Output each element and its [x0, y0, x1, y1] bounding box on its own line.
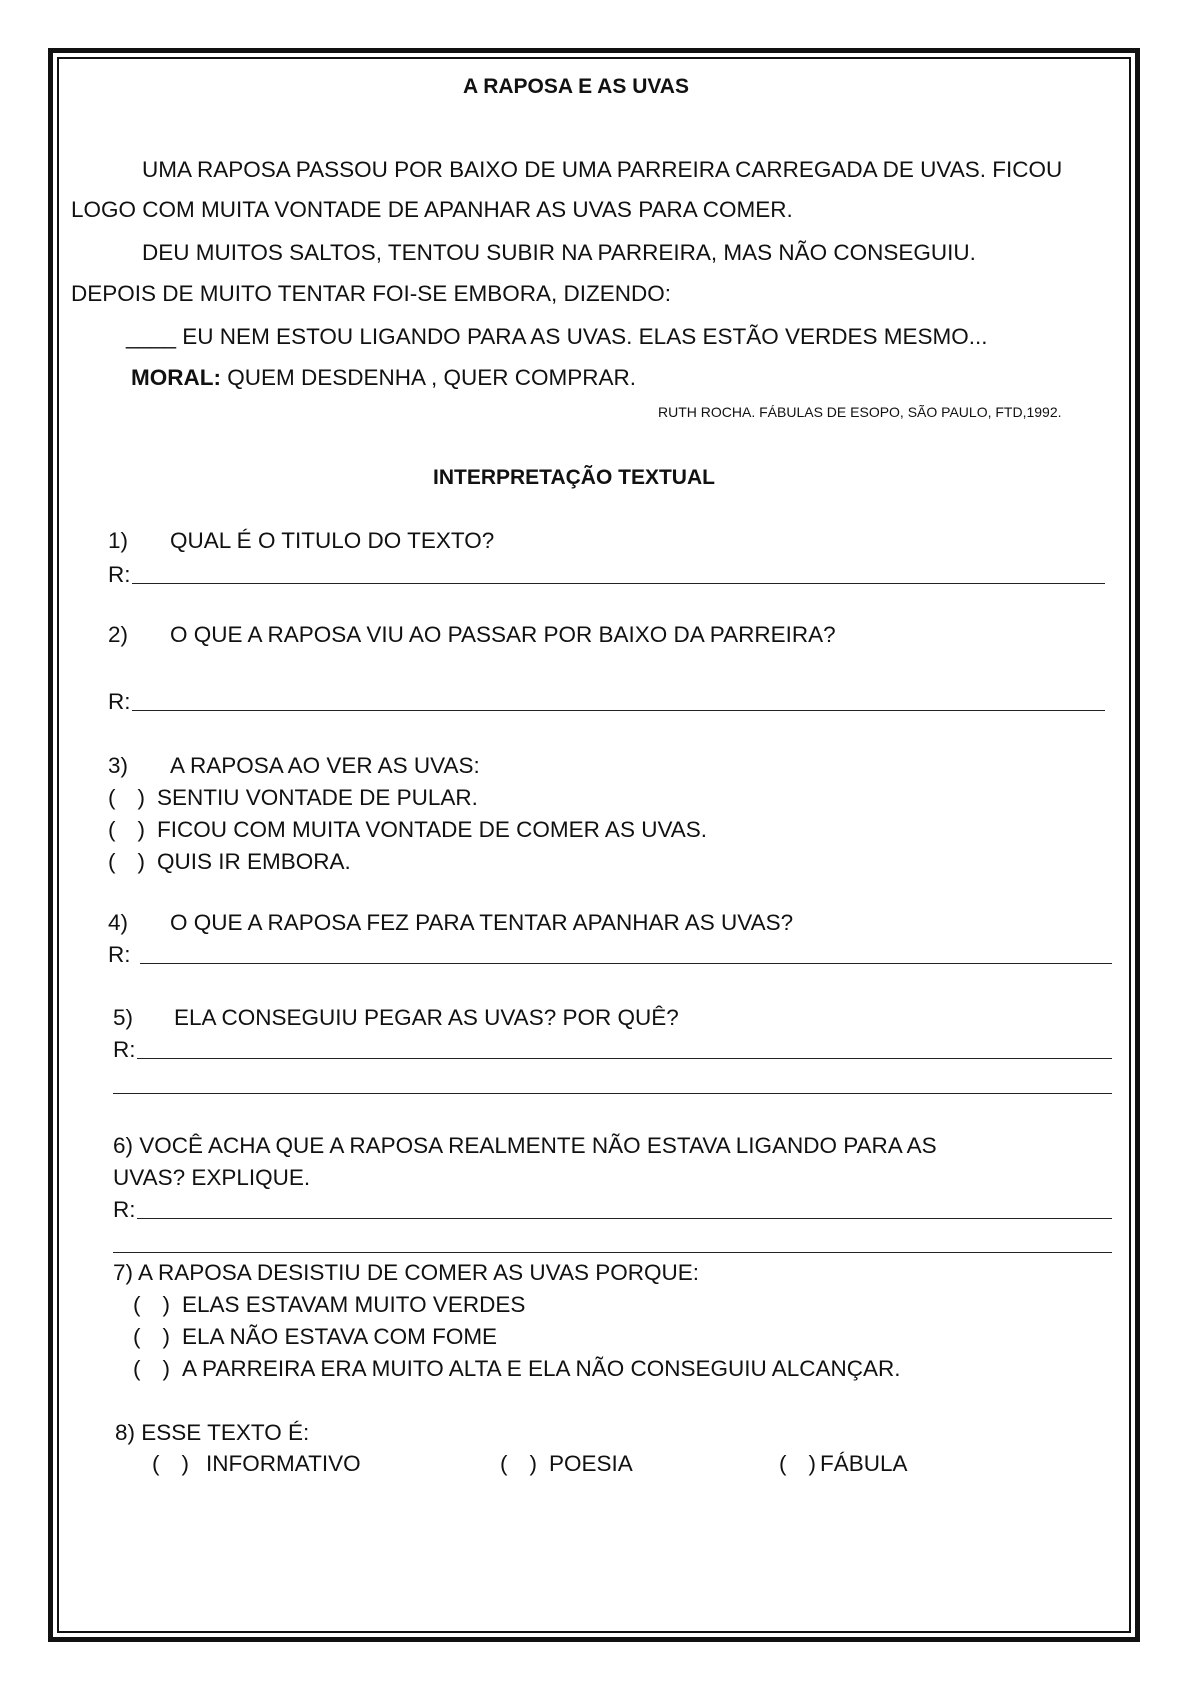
q7-option-1-checkbox[interactable]: ( ) [133, 1292, 170, 1317]
story-line-2: LOGO COM MUITA VONTADE DE APANHAR AS UVAS PARA COMER. [71, 197, 793, 222]
q2-answer-line[interactable] [132, 710, 1105, 711]
story-line-3: DEU MUITOS SALTOS, TENTOU SUBIR NA PARREIRA, MAS NÃO CONSEGUIU. [142, 240, 976, 265]
q8-text: 8) ESSE TEXTO É: [115, 1420, 310, 1445]
q4-answer-line[interactable] [140, 963, 1112, 964]
q8-option-2-label: POESIA [549, 1451, 633, 1476]
q8-option-1-checkbox[interactable]: ( ) [152, 1451, 189, 1476]
q2-number: 2) [108, 622, 129, 647]
q4-text: O QUE A RAPOSA FEZ PARA TENTAR APANHAR AS UVAS? [170, 910, 794, 935]
q3-option-2-label: FICOU COM MUITA VONTADE DE COMER AS UVAS. [157, 817, 708, 842]
q6-answer-line-1[interactable] [137, 1218, 1112, 1219]
q3-option-1-checkbox[interactable]: ( ) [108, 785, 145, 810]
q5-answer-line-2[interactable] [113, 1093, 1112, 1094]
q4-answer-prefix: R: [108, 942, 131, 967]
q3-option-3-checkbox[interactable]: ( ) [108, 849, 145, 874]
q3-text: A RAPOSA AO VER AS UVAS: [170, 753, 480, 778]
page-title: A RAPOSA E AS UVAS [463, 75, 689, 98]
q7-text: 7) A RAPOSA DESISTIU DE COMER AS UVAS PORQUE: [113, 1260, 699, 1285]
q1-answer-prefix: R: [108, 562, 131, 587]
q3-option-3-label: QUIS IR EMBORA. [157, 849, 351, 874]
story-line-4: DEPOIS DE MUITO TENTAR FOI-SE EMBORA, DIZENDO: [71, 281, 672, 306]
q5-answer-prefix: R: [113, 1037, 136, 1062]
story-line-1: UMA RAPOSA PASSOU POR BAIXO DE UMA PARREIRA CARREGADA DE UVAS. FICOU [142, 157, 1063, 182]
q6-answer-prefix: R: [113, 1197, 136, 1222]
q7-option-2-label: ELA NÃO ESTAVA COM FOME [182, 1324, 498, 1349]
q7-option-2-checkbox[interactable]: ( ) [133, 1324, 170, 1349]
q2-answer-prefix: R: [108, 689, 131, 714]
q7-option-3-label: A PARREIRA ERA MUITO ALTA E ELA NÃO CONSEGUIU ALCANÇAR. [182, 1356, 901, 1381]
q3-number: 3) [108, 753, 129, 778]
q2-text: O QUE A RAPOSA VIU AO PASSAR POR BAIXO DA PARREIRA? [170, 622, 836, 647]
q8-option-3-checkbox[interactable]: ( ) [779, 1451, 816, 1476]
q5-text: ELA CONSEGUIU PEGAR AS UVAS? POR QUÊ? [174, 1005, 679, 1030]
section-title: INTERPRETAÇÃO TEXTUAL [433, 466, 715, 489]
q5-number: 5) [113, 1005, 134, 1030]
source-citation: RUTH ROCHA. FÁBULAS DE ESOPO, SÃO PAULO, FTD,1992. [658, 404, 1062, 420]
q7-option-1-label: ELAS ESTAVAM MUITO VERDES [182, 1292, 526, 1317]
q8-option-1-label: INFORMATIVO [206, 1451, 361, 1476]
q1-number: 1) [108, 528, 129, 553]
q6-text-line-1: 6) VOCÊ ACHA QUE A RAPOSA REALMENTE NÃO ESTAVA LIGANDO PARA AS [113, 1133, 937, 1158]
q3-option-1-label: SENTIU VONTADE DE PULAR. [157, 785, 478, 810]
q4-number: 4) [108, 910, 129, 935]
q6-answer-line-2[interactable] [113, 1252, 1112, 1253]
q5-answer-line-1[interactable] [137, 1058, 1112, 1059]
q8-option-3-label: FÁBULA [820, 1451, 908, 1476]
moral-line [131, 367, 636, 390]
q1-text: QUAL É O TITULO DO TEXTO? [170, 528, 495, 553]
moral-text: QUEM DESDENHA , QUER COMPRAR. [220, 365, 637, 390]
moral-label: MORAL: [131, 365, 221, 390]
q8-option-2-checkbox[interactable]: ( ) [500, 1451, 537, 1476]
story-line-5: ____ EU NEM ESTOU LIGANDO PARA AS UVAS. ELAS ESTÃO VERDES MESMO... [126, 324, 988, 349]
q3-option-2-checkbox[interactable]: ( ) [108, 817, 145, 842]
q6-text-line-2: UVAS? EXPLIQUE. [113, 1165, 311, 1190]
q7-option-3-checkbox[interactable]: ( ) [133, 1356, 170, 1381]
q1-answer-line[interactable] [132, 583, 1105, 584]
